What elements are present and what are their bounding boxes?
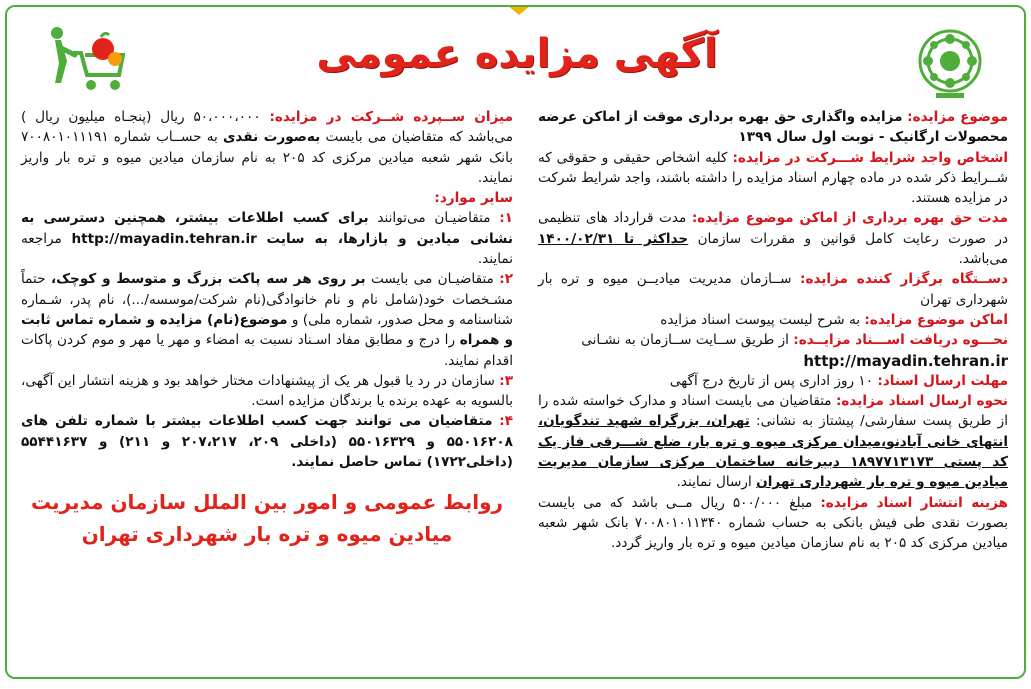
item-1-bold: برای کسب اطلاعات بیشتر، همچنین دسترسی به نشانی میادین و بازارها، به سایت xyxy=(21,210,513,247)
item-3-text: سازمان در رد یا قبول هر یک از پیشنهادات مختار خواهد بود و هزینه انتشار این آگهی، بالسویه به عهده برنده یا برندگان مزایده است. xyxy=(21,372,513,410)
item-1-end: مراجعه نمایند. xyxy=(21,230,513,268)
item-2-bold-2: موضوع(نام) مزایده و شماره تماس ثابت و همراه xyxy=(21,311,513,349)
receive-url[interactable]: http://mayadin.tehran.ir xyxy=(803,351,1008,370)
item-1-url[interactable]: http://mayadin.tehran.ir xyxy=(71,230,257,247)
other-section xyxy=(21,188,513,208)
item-1 xyxy=(21,208,513,269)
item-3-number: ۳: xyxy=(499,372,513,389)
venues-section xyxy=(538,310,1008,330)
eligible-label: اشخاص واجد شرایط شـــرکت در مزایده: xyxy=(732,149,1009,166)
organizer-label: دســتگاه برگزار کننده مزایده: xyxy=(800,271,1009,288)
ad-cost-text: مبلغ ۵۰۰/۰۰۰ ریال مــی باشد که می بایست بصورت نقدی طی فیش بانکی به حساب شماره ۷۰۰۸۰۱۰۱۱۳۴۰ بانک شهر شعبه میادین مرکزی کد ۲۰۵ به نام سازمان میادین میوه و تره بار واریز گردد. xyxy=(538,494,1008,552)
term-end: می‌باشد. xyxy=(958,251,1008,268)
notice-page xyxy=(5,5,1026,679)
term-label: مدت حق بهره برداری از اماکن موضوع مزایده: xyxy=(691,210,1008,227)
item-2-text-2: حتماً مشـخصات خود(شامل نام و نام خانوادگی(نام شرکت/موسسه/...)، نام پدر، شـماره شناسنامه و محل صدور، شماره ملی) و xyxy=(21,271,513,328)
eligible-text: کلیه اشخاص حقیقی و حقوقی که شــرایط ذکر شده در ماده چهارم اسناد مزایده را داشته باشند، واجد شرایط شرکت در مزایده هستند. xyxy=(538,149,1008,207)
deposit-bold: به‌صورت نقدی xyxy=(222,129,321,146)
left-column xyxy=(21,107,513,550)
footer-line-1: روابط عمومی و امور بین الملل سازمان مدیریت xyxy=(30,490,504,515)
item-2 xyxy=(21,269,513,370)
eligible-section xyxy=(538,148,1008,209)
right-column xyxy=(538,107,1008,554)
deadline-text: ۱۰ روز اداری پس از تاریخ درج آگهی xyxy=(669,372,874,389)
item-2-text-1: متقاضیـان می بایست xyxy=(371,271,494,288)
receive-section xyxy=(538,330,1008,350)
item-3 xyxy=(21,371,513,412)
send-label: نحوه ارسال اسناد مزایده: xyxy=(835,393,1008,410)
item-2-bold-1: بر روی هر سه پاکت بزرگ و متوسط و کوچک، xyxy=(50,271,366,288)
send-section xyxy=(538,391,1008,492)
receive-label: نحـــوه دریافت اســـناد مزایــده: xyxy=(793,332,1008,349)
term-deadline: حداکثر تا ۱۴۰۰/۰۲/۳۱ xyxy=(538,230,689,247)
venues-text: به شرح لیست پیوست اسناد مزایده xyxy=(660,311,861,328)
subject-label: موضوع مزایده: xyxy=(907,109,1008,125)
footer-signature xyxy=(21,486,513,550)
item-2-number: ۲: xyxy=(499,271,514,288)
organizer-section xyxy=(538,269,1008,310)
deposit-label: میزان ســپرده شــرکت در مزایده: xyxy=(269,109,513,125)
other-label: سایر موارد: xyxy=(434,190,513,207)
deadline-section xyxy=(538,371,1008,391)
send-end: ارسال نمایند. xyxy=(676,474,752,491)
subject-text: مزایده واگذاری حق بهره برداری موقت از اماکن عرضه محصولات ارگانیک - نوبت اول سال ۱۳۹۹ xyxy=(538,109,1008,146)
deadline-label: مهلت ارسال اسناد: xyxy=(877,372,1008,389)
item-4 xyxy=(21,411,513,472)
item-1-text: متقاضیـان می‌توانند xyxy=(377,210,491,227)
header xyxy=(7,13,1024,107)
send-text: متقاضیان می بایست اسناد و مدارک خواسته شده را از طریق پست سفارشی/ پیشتاز به نشانی: xyxy=(538,393,1008,430)
deposit-text-1: ۵۰،۰۰۰،۰۰۰ ریال (پنجـاه میلیون ریال ) می‌باشد که متقاضیان می بایست xyxy=(21,109,513,146)
subject-section xyxy=(538,107,1008,148)
item-4-number: ۴: xyxy=(499,413,513,430)
ad-cost-label: هزینه انتشار اسناد مزایده: xyxy=(820,494,1008,511)
ad-cost-section xyxy=(538,493,1008,554)
deposit-section xyxy=(21,107,513,188)
receive-text: از طریق ســایت ســازمان به نشـانی xyxy=(581,332,789,349)
shopping-cart-icon xyxy=(41,25,125,95)
venues-label: اماکن موضوع مزایده: xyxy=(864,311,1008,328)
term-section xyxy=(538,208,1008,269)
item-2-text-3: را درج و مطابق مفاد اسـناد نسبت به امضاء و مهر یا مهر و موم کردن پاکات اقدام نمایند. xyxy=(21,332,513,369)
send-address: تهران، بزرگراه شهید تندگویان، انتهای خانی آبادنو،میدان مرکزی میوه و تره بار، ضلع شـــرقی فاز یک کد پستی ۱۸۹۷۷۱۳۱۷۳ دبیرخانه ساختمان مرکزی سازمان مدیریت میادین میوه و تره بار شهرداری تهران xyxy=(538,413,1009,491)
deposit-text-2: به حســاب شماره ۷۰۰۸۰۱۰۱۱۱۹۱ بانک شهر شعبه میادین مرکزی کد ۲۰۵ به نام سازمان میادین میوه و تره بار واریز نمایند. xyxy=(21,129,513,186)
term-text: مدت قرارداد های تنظیمی در صورت رعایت کامل قوانین و مقررات سازمان xyxy=(538,210,1008,247)
footer-line-2: میادین میوه و تره بار شهرداری تهران xyxy=(81,522,453,547)
item-1-number: ۱: xyxy=(499,210,513,227)
page-title: آگهی مزایده عمومی xyxy=(316,31,718,77)
item-4-bold: متقاضیان می توانند جهت کسب اطلاعات بیشتر با شماره تلفن های ۵۵۰۱۶۲۰۸ و ۵۵۰۱۶۳۲۹ (داخلی ۲۰۹، ۲۰۷،۲۱۷ و ۲۱۱) و ۵۵۴۴۱۶۳۷ (داخلی۱۷۲۲) تماس حاصل نمایند. xyxy=(21,413,513,471)
organizer-text: ســازمان مدیریت میادیــن میوه و تره بار شهرداری تهران xyxy=(538,271,1008,308)
tehran-municipality-emblem-icon xyxy=(916,27,984,101)
